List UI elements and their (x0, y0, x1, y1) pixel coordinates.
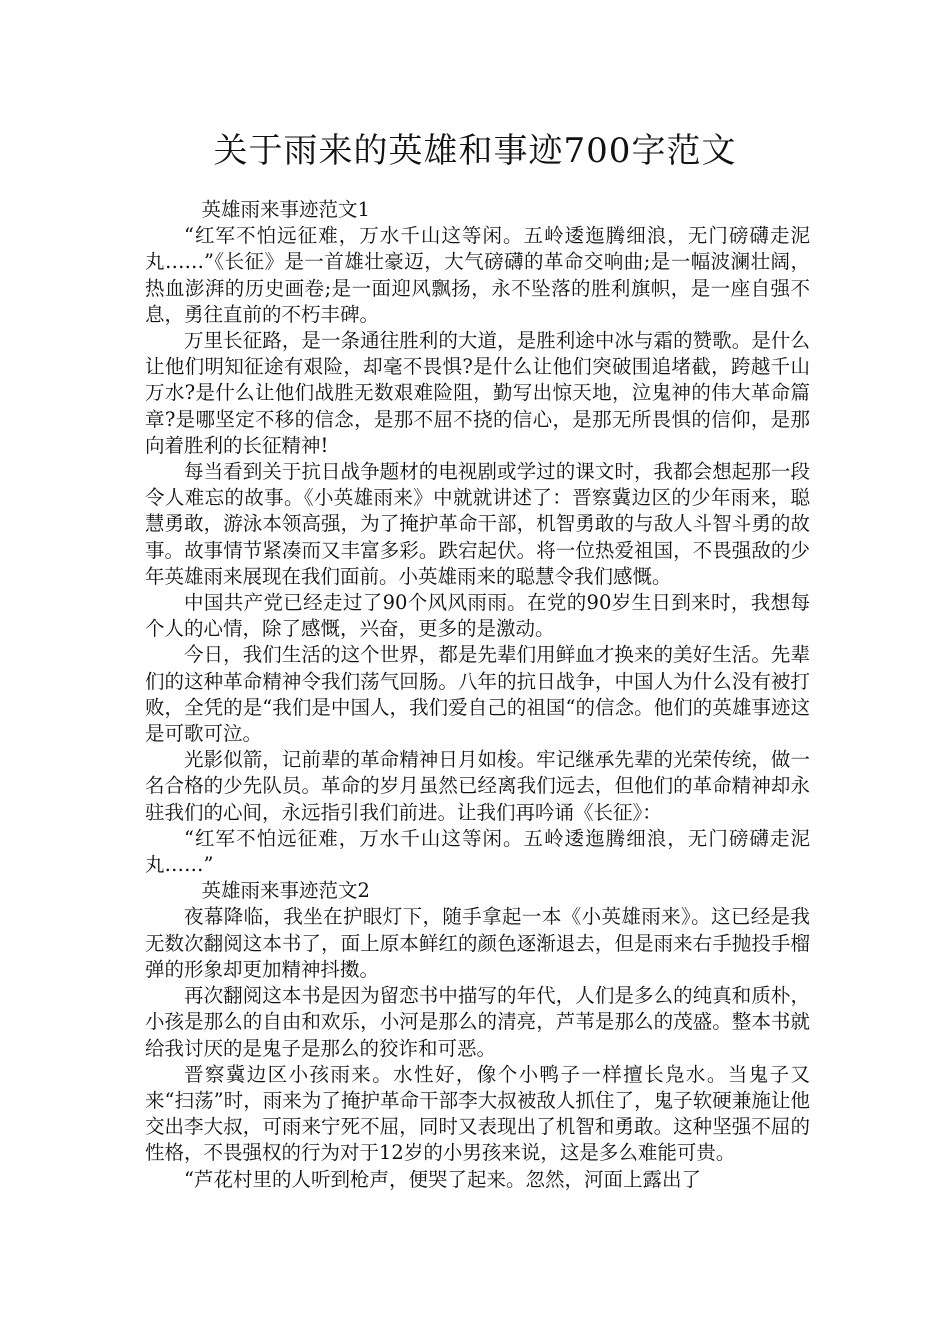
section-heading: 英雄雨来事迹范文2 (201, 879, 370, 903)
paragraph: “芦花村里的人听到枪声，便哭了起来。忽然，河面上露出了 (184, 1167, 701, 1191)
paragraph: 今日，我们生活的这个世界，都是先辈们用鲜血才换来的美好生活。先辈们的这种革命精神令我们荡气回肠。八年的抗日战争，中国人为什么没有被打败，全凭的是“我们是中国人，我们爱自己的祖国“的信念。他们的英雄事迹这是可歌可泣。 (145, 643, 810, 746)
paragraph: 每当看到关于抗日战争题材的电视剧或学过的课文时，我都会想起那一段令人难忘的故事。《小英雄雨来》中就就讲述了：晋察冀边区的少年雨来，聪慧勇敢，游泳本领高强，为了掩护革命干部，机智勇敢的与敌人斗智斗勇的故事。故事情节紧凑而又丰富多彩。跌宕起伏。将一位热爱祖国，不畏强敌的少年英雄雨来展现在我们面前。小英雄雨来的聪慧令我们感慨。 (145, 460, 810, 588)
paragraph: 光影似箭，记前辈的革命精神日月如梭。牢记继承先辈的光荣传统，做一名合格的少先队员。革命的岁月虽然已经离我们远去，但他们的革命精神却永驻我们的心间，永远指引我们前进。让我们再吟诵《长征》： (145, 748, 810, 824)
paragraph: 中国共产党已经走过了90个风风雨雨。在党的90岁生日到来时，我想每个人的心情，除了感慨，兴奋，更多的是激动。 (145, 591, 810, 641)
section-heading: 英雄雨来事迹范文1 (201, 198, 370, 221)
paragraph: “红军不怕远征难，万水千山这等闲。五岭逶迤腾细浪，无门磅礴走泥丸……” (145, 826, 810, 877)
paragraph: 再次翻阅这本书是因为留恋书中描写的年代，人们是多么的纯真和质朴，小孩是那么的自由和欢乐，小河是那么的清亮，芦苇是那么的茂盛。整本书就给我讨厌的是鬼子是那么的狡诈和可恶。 (145, 984, 810, 1060)
paragraph: 晋察冀边区小孩雨来。水性好，像个小鸭子一样擅长凫水。当鬼子又来“扫荡”时，雨来为了掩护革命干部李大叔被敌人抓住了，鬼子软硬兼施让他交出李大叔，可雨来宁死不屈，同时又表现出了机智和勇敢。这种坚强不屈的性格，不畏强权的行为对于12岁的小男孩来说，这是多么难能可贵。 (145, 1062, 810, 1165)
paragraph: “红军不怕远征难，万水千山这等闲。五岭逶迤腾细浪，无门磅礴走泥丸……”《长征》是一首雄壮豪迈，大气磅礴的革命交响曲;是一幅波澜壮阔，热血澎湃的历史画卷;是一面迎风飘扬，永不坠落的胜利旗帜，是一座自强不息，勇往直前的不朽丰碑。 (145, 224, 810, 326)
document-body (145, 197, 810, 1193)
document-title: 关于雨来的英雄和事迹700字范文 (213, 131, 737, 171)
paragraph: 万里长征路，是一条通往胜利的大道，是胜利途中冰与霜的赞歌。是什么让他们明知征途有艰险，却毫不畏惧?是什么让他们突破围追堵截，跨越千山万水?是什么让他们战胜无数艰难险阻，勤写出惊天地，泣鬼神的伟大革命篇章?是哪坚定不移的信念，是那不屈不挠的信心，是那无所畏惧的信仰，是那向着胜利的长征精神! (145, 329, 810, 457)
paragraph: 夜幕降临，我坐在护眼灯下，随手拿起一本《小英雄雨来》。这已经是我无数次翻阅这本书了，面上原本鲜红的颜色逐渐退去，但是雨来右手抛投手榴弹的形象却更加精神抖擞。 (145, 905, 810, 981)
